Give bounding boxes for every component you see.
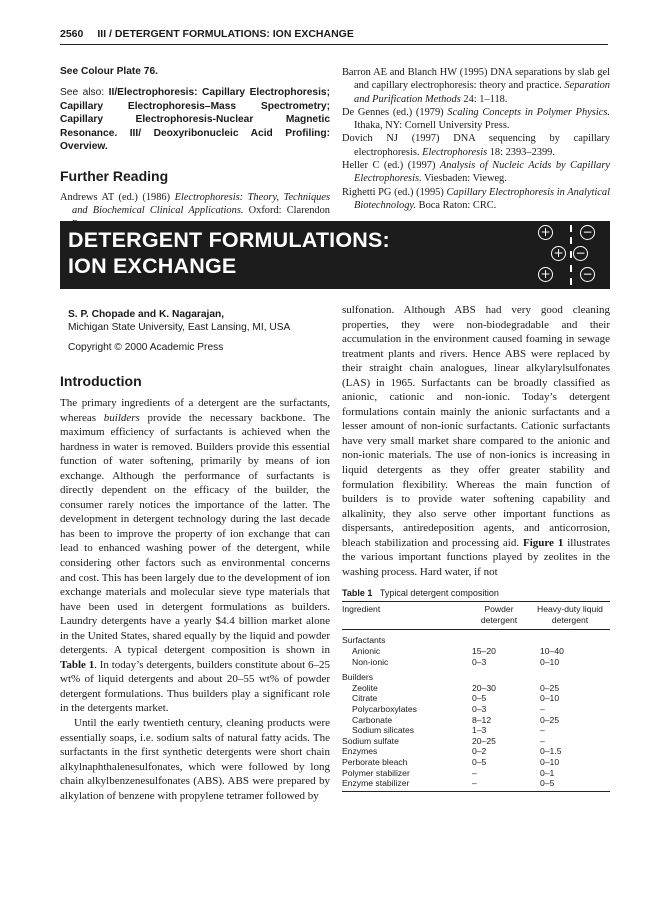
cell-heavy-duty: 0–10: [540, 756, 560, 767]
affiliation: Michigan State University, East Lansing, MI, USA: [68, 322, 291, 333]
divider-dash: [570, 225, 572, 232]
table-reference-link[interactable]: Table 1: [60, 658, 95, 671]
cell-powder: [468, 630, 530, 646]
cell-powder: 0–2: [472, 746, 487, 757]
cell-powder: –: [468, 778, 530, 791]
ref-text: 18: 2393–2399.: [487, 146, 555, 158]
cell-powder: 0–3: [472, 703, 487, 714]
table-row: [342, 704, 610, 715]
cell-ingredient: Builders: [342, 672, 374, 683]
cell-heavy-duty: [530, 667, 610, 683]
plus-icon: +: [538, 267, 553, 282]
column-header-powder: Powder detergent: [468, 602, 530, 630]
cell-heavy-duty: 0–10: [540, 693, 560, 704]
body-text: provide the necessary backbone. The maximum efficiency of surfactants is achieved when the hardness in water is removed. Builders provide this essential function of water softening, primarily by means of ion exchange. Although the performance of surfactants is directly dependent on the efficacy of the builder, the consumer rarely notices the importance of the latter. The development in detergent technology during the last decade has been to improve the property of ion exchange that can lead to enhanced washing power of the detergent, while considering other factors such as environmental concerns and cost. This has been largely due to the development of ion exchange materials and molecular sieve type materials that have been used in detergent formulations as builders. Laundry detergents have a yearly $4.4 billion market alone in the United States, shared equally by the liquid and powder detergents. A typical detergent composition is shown in: [60, 411, 331, 657]
cell-ingredient: Anionic: [352, 645, 381, 656]
divider-dash: [570, 278, 572, 285]
table-caption: [342, 588, 610, 598]
cell-powder: 0–5: [472, 693, 487, 704]
divider-dash: [570, 251, 572, 258]
see-also: [60, 86, 330, 154]
cell-ingredient: Non-ionic: [352, 656, 389, 667]
reference-barron: [342, 66, 610, 106]
ref-title: Electrophoresis: Theory, Techniques and Biochemical Clinical Applications.: [72, 191, 330, 217]
top-left-column: [60, 66, 330, 231]
running-head: [60, 28, 608, 45]
article-right-column: [342, 303, 610, 792]
see-also-text: II/Electrophoresis: Capillary Electrophoresis; Capillary Electrophoresis–Mass Spectrometry; Capillary Electrophoresis-Nuclear Magnetic Resonance. III/ Deoxyribonucleic Acid Profiling: Overview.: [60, 87, 330, 153]
article-title-banner: [60, 221, 610, 289]
table-row: [342, 630, 610, 646]
column-header-heavy-duty: Heavy-duty liquid detergent: [530, 602, 610, 630]
ref-title: Scaling Concepts in Polymer Physics.: [447, 106, 610, 118]
cell-heavy-duty: 0–10: [540, 656, 560, 667]
table-row: [342, 657, 610, 668]
cell-powder: 20–25: [472, 735, 496, 746]
cell-heavy-duty: 0–25: [540, 714, 560, 725]
table-header-row: [342, 602, 610, 630]
reference-dovich: [342, 132, 610, 159]
table-row: [342, 757, 610, 768]
table-caption-label: Table 1: [342, 588, 373, 599]
table-row: [342, 683, 610, 694]
reference-heller: [342, 159, 610, 186]
reference-degennes: [342, 106, 610, 133]
cell-powder: 1–3: [472, 725, 487, 736]
copyright: Copyright © 2000 Academic Press: [68, 342, 224, 353]
cell-ingredient: Polymer stabilizer: [342, 767, 410, 778]
minus-icon: −: [580, 225, 595, 240]
further-reading-heading: Further Reading: [60, 167, 169, 184]
ref-title: Analysis of Nucleic Acids by Capillary Electrophoresis.: [354, 160, 610, 185]
ref-title: Capillary Electrophoresis in Analytical Biotechnology.: [354, 186, 610, 211]
table-row: [342, 746, 610, 757]
authors: S. P. Chopade and K. Nagarajan,: [68, 309, 225, 320]
minus-icon: −: [573, 246, 588, 261]
table-row: [342, 778, 610, 791]
ref-text: Dovich NJ (1997) DNA sequencing by capillary electrophoresis.: [342, 133, 610, 158]
see-colour-plate: See Colour Plate 76.: [60, 66, 158, 77]
composition-table: [342, 601, 610, 791]
ref-text: Barron AE and Blanch HW (1995) DNA separations by slab gel and capillary electrophoresis: theory and practice.: [342, 67, 610, 92]
cell-powder: [468, 667, 530, 683]
table-row: [342, 646, 610, 657]
cell-ingredient: Citrate: [352, 693, 378, 704]
table-caption-text: Typical detergent composition: [379, 588, 499, 599]
body-paragraph-2: Until the early twentieth century, cleaning products were essentially soaps, i.e. sodium salts of natural fatty acids. The surfactants in the first synthetic detergents were short chain alkylnaphthalenesulfonates, which were followed by long chain alkylbenzenesulfonates (ABS). ABS were prepared by alkylation of benzene with propylene tetramer followed by: [60, 717, 330, 802]
cell-powder: 0–5: [472, 756, 487, 767]
cell-ingredient: Carbonate: [352, 714, 393, 725]
ref-text: Oxford: Clarendon: [248, 205, 330, 217]
body-paragraph-1: [60, 396, 330, 716]
body-paragraph-3: [342, 303, 610, 579]
ref-text: Boca Raton: CRC.: [416, 199, 497, 211]
cell-ingredient: Sodium silicates: [352, 725, 415, 736]
ref-text: 24: 1–118.: [460, 93, 508, 105]
cell-ingredient: Sodium sulfate: [342, 735, 399, 746]
cell-powder: –: [472, 767, 477, 778]
ref-text: Andrews AT (ed.) (1986): [60, 191, 175, 203]
cell-powder: 20–30: [472, 682, 496, 693]
cell-heavy-duty: 0–5: [530, 778, 610, 791]
ref-text: Viesbaden: Vieweg.: [421, 173, 507, 185]
cell-heavy-duty: 0–25: [540, 682, 560, 693]
divider-dash: [570, 237, 572, 244]
cell-heavy-duty: 0–1: [540, 767, 555, 778]
body-text: sulfonation. Although ABS had very good cleaning properties, they were non-biodegradable and their accumulation in the environment caused foaming in sewage treatment plants and rivers. Hence ABS were replaced by their straight chain analogues, linear alkylarylsulfonates (LAS) in 1965. Surfactants can be broadly classified as anionic, cationic and non-ionic. Today’s detergent formulations contain mainly the anionic surfactants and a lesser amount of non-ionic surfactants. Cationic surfactants have very small market share compared to the anionic and non-ionic materials. The use of non-ionics is increasing in liquid detergents as they offer greater stability and formulation flexibility. Whereas the main function of builders is to provide water softening capability and alkalinity, they also serve other important functions as dispersants, antiredeposition agents, and anticorrosion, bleach stabilization and processing aid.: [342, 304, 610, 549]
cell-ingredient: Polycarboxylates: [352, 703, 417, 714]
ref-text: Heller C (ed.) (1997): [342, 160, 440, 172]
cell-ingredient: Surfactants: [342, 635, 386, 646]
cell-heavy-duty: 10–40: [540, 645, 564, 656]
body-emphasis: builders: [103, 411, 140, 424]
ref-title: Separation and Purification Methods: [354, 80, 610, 105]
page-number: 2560: [60, 28, 84, 40]
see-also-label: See also:: [60, 87, 105, 98]
cell-heavy-duty: –: [540, 725, 545, 736]
table-row: [342, 725, 610, 736]
reference-righetti: [342, 186, 610, 213]
article-title: [68, 227, 390, 279]
minus-icon: −: [580, 267, 595, 282]
article-title-line-1: DETERGENT FORMULATIONS:: [68, 228, 390, 252]
cell-ingredient: Perborate bleach: [342, 756, 408, 767]
top-right-column: [342, 66, 610, 212]
cell-powder: 0–3: [472, 656, 487, 667]
cell-powder: 8–12: [472, 714, 492, 725]
column-header-ingredient: Ingredient: [342, 602, 468, 630]
figure-reference-link[interactable]: Figure 1: [522, 536, 564, 549]
cell-heavy-duty: –: [540, 735, 545, 746]
table-1: [342, 588, 610, 791]
body-text: The primary ingredients of a detergent are the surfactants, whereas: [60, 397, 330, 424]
cell-heavy-duty: 0–1.5: [540, 746, 562, 757]
cell-heavy-duty: [530, 630, 610, 646]
body-text: . In today’s detergents, builders constitute about 6–25 wt% of liquid detergents and about 20–55 wt% of powder detergent formulations. Thus builders play a significant role in the detergents market.: [60, 658, 330, 715]
cell-ingredient: Zeolite: [352, 682, 378, 693]
cell-ingredient: Enzyme stabilizer: [342, 778, 468, 791]
ref-text: Ithaka, NY: Cornell University Press.: [354, 120, 510, 132]
cell-heavy-duty: –: [540, 703, 545, 714]
table-row: [342, 768, 610, 779]
cell-ingredient: Enzymes: [342, 746, 378, 757]
cell-powder: 15–20: [472, 645, 496, 656]
table-row: [342, 736, 610, 747]
plus-icon: +: [538, 225, 553, 240]
running-title: III / DETERGENT FORMULATIONS: ION EXCHANGE: [97, 28, 354, 40]
divider-dash: [570, 265, 572, 272]
ref-text: Righetti PG (ed.) (1995): [342, 186, 447, 198]
table-row: [342, 667, 610, 683]
ref-title: Electrophoresis: [422, 146, 488, 158]
body-text: illustrates the various important functions played by zeolites in the washing process. Hard water, if not: [342, 536, 610, 578]
article-left-column: [60, 303, 330, 803]
table-row: [342, 715, 610, 726]
article-title-line-2: ION EXCHANGE: [68, 254, 237, 278]
plus-icon: +: [551, 246, 566, 261]
ref-text: De Gennes (ed.) (1979): [342, 106, 448, 118]
section-title: Introduction: [60, 373, 142, 389]
table-row: [342, 693, 610, 704]
